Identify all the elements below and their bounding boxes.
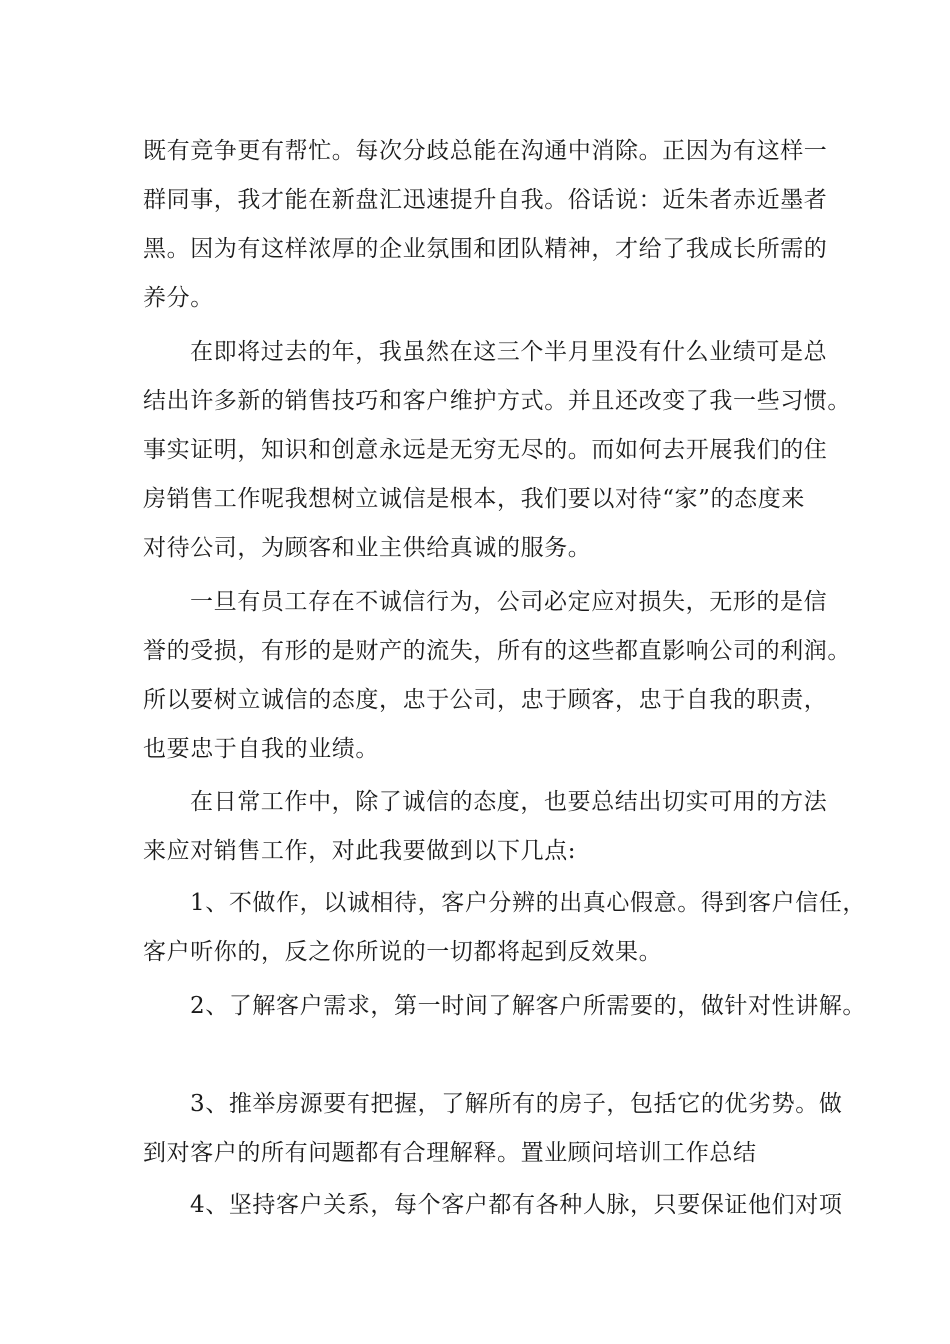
text-line: 客户听你的，反之你所说的一切都将起到反效果。 [143,939,663,965]
list-item-2: 2、了解客户需求，第一时间了解客户所需要的，做针对性讲解。 [190,993,867,1019]
text-line: 也要忠于自我的业绩。 [143,736,379,762]
text-line: 房销售工作呢我想树立诚信是根本，我们要以对待“家”的态度来 [143,486,805,512]
list-item-3: 3、推举房源要有把握，了解所有的房子，包括它的优劣势。做 [190,1091,843,1117]
paragraph-first-line: 在日常工作中，除了诚信的态度，也要总结出切实可用的方法 [190,789,828,815]
paragraph-first-line: 在即将过去的年，我虽然在这三个半月里没有什么业绩可是总 [190,339,828,365]
text-line: 誉的受损，有形的是财产的流失，所有的这些都直影响公司的利润。 [143,638,851,664]
text-line: 养分。 [143,285,214,311]
list-item-1: 1、不做作，以诚相待，客户分辨的出真心假意。得到客户信任， [190,890,867,916]
text-line: 到对客户的所有问题都有合理解释。置业顾问培训工作总结 [143,1140,757,1166]
text-line: 所以要树立诚信的态度，忠于公司，忠于顾客，忠于自我的职责， [143,687,828,713]
text-line: 黑。因为有这样浓厚的企业氛围和团队精神，才给了我成长所需的 [143,236,828,262]
text-line: 结出许多新的销售技巧和客户维护方式。并且还改变了我一些习惯。 [143,388,851,414]
text-line: 既有竞争更有帮忙。每次分歧总能在沟通中消除。正因为有这样一 [143,138,828,164]
list-item-4: 4、坚持客户关系，每个客户都有各种人脉，只要保证他们对项 [190,1192,843,1218]
text-line: 事实证明，知识和创意永远是无穷无尽的。而如何去开展我们的住 [143,437,828,463]
text-line: 群同事，我才能在新盘汇迅速提升自我。俗话说：近朱者赤近墨者 [143,187,828,213]
paragraph-first-line: 一旦有员工存在不诚信行为，公司必定应对损失，无形的是信 [190,589,828,615]
text-line: 对待公司，为顾客和业主供给真诚的服务。 [143,535,592,561]
text-line: 来应对销售工作，对此我要做到以下几点: [143,838,577,864]
